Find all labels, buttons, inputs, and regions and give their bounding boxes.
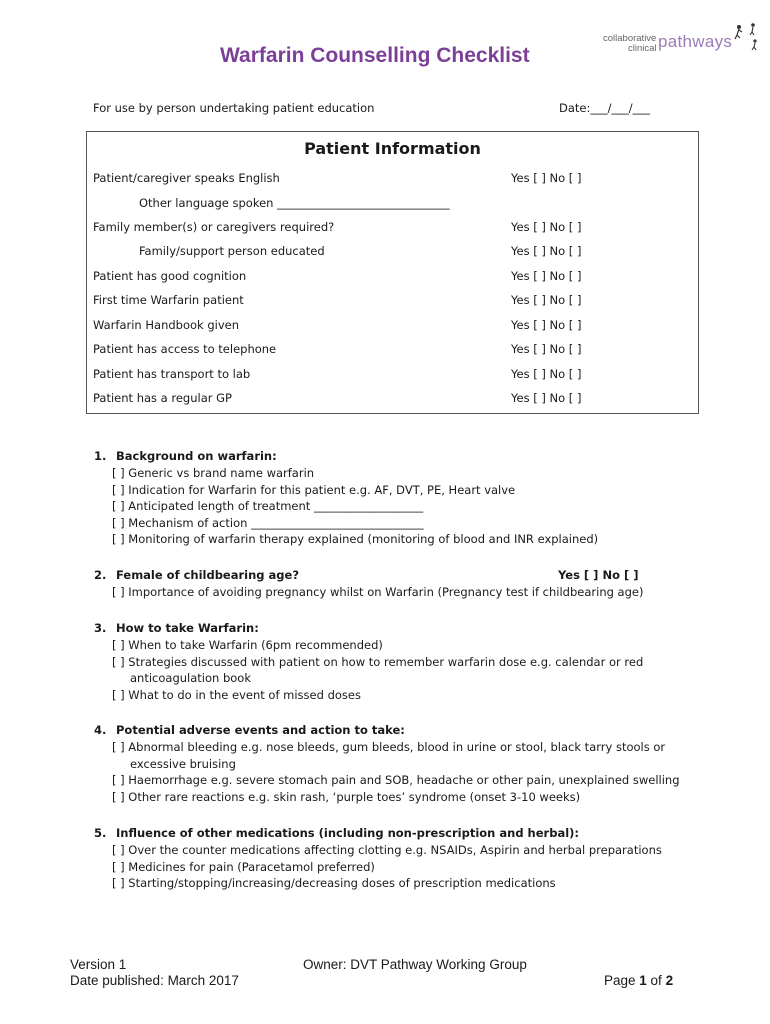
section-title: How to take Warfarin: [116,621,259,635]
footer-owner: Owner: DVT Pathway Working Group [303,957,527,972]
section-number: 5. [94,826,107,840]
checklist-item[interactable]: [ ] Monitoring of warfarin therapy explained (monitoring of blood and INR explained) [112,532,599,546]
people-icon [730,22,758,52]
section-childbearing [94,567,694,601]
section-heading [94,620,694,637]
section-title: Potential adverse events and action to take: [116,723,405,737]
checklist-item[interactable]: [ ] Haemorrhage e.g. severe stomach pain and SOB, headache or other pain, unexplained swelling [112,773,680,787]
checklist-item[interactable]: [ ] Indication for Warfarin for this patient e.g. AF, DVT, PE, Heart valve [112,482,516,497]
info-question: Patient has access to telephone [93,342,277,356]
yes-no-checkbox[interactable]: Yes [ ] No [ ] [511,342,582,356]
info-row [93,391,692,409]
checklist-item[interactable]: [ ] Generic vs brand name warfarin [112,466,315,480]
logo [600,22,760,62]
yes-no-checkbox[interactable]: Yes [ ] No [ ] [511,293,582,307]
section-heading [94,448,694,465]
yes-no-checkbox[interactable]: Yes [ ] No [ ] [511,244,582,258]
page-title: Warfarin Counselling Checklist [220,44,530,67]
info-row [93,244,692,262]
info-row [93,293,692,311]
section-number: 4. [94,723,107,737]
section-adverse-events [94,722,694,805]
logo-main: pathways [658,32,733,51]
info-row [93,367,692,385]
checklist-item[interactable]: [ ] Starting/stopping/increasing/decreasing doses of prescription medications [112,876,556,890]
other-language-field[interactable]: Other language spoken ______________________________ [139,196,450,210]
checklist-item[interactable]: [ ] Anticipated length of treatment ___________________ [112,499,424,513]
checklist-item[interactable]: [ ] Other rare reactions e.g. skin rash, ‘purple toes’ syndrome (onset 3-10 weeks) [112,789,581,804]
checklist-item[interactable]: [ ] When to take Warfarin (6pm recommended) [112,638,383,652]
info-row [93,269,692,287]
section-number: 2. [94,568,107,582]
info-question: Family/support person educated [139,244,325,258]
info-question: Patient has good cognition [93,269,247,283]
section-heading [94,722,694,739]
info-row [93,220,692,238]
yes-no-checkbox[interactable]: Yes [ ] No [ ] [511,391,582,405]
info-question: Patient/caregiver speaks English [93,171,280,185]
page-current: 1 [639,973,647,988]
checklist-item[interactable]: [ ] Over the counter medications affecting clotting e.g. NSAIDs, Aspirin and herbal preparations [112,843,662,857]
yes-no-checkbox[interactable]: Yes [ ] No [ ] [511,171,582,185]
checklist-item[interactable]: [ ] Mechanism of action ______________________________ [112,515,424,530]
info-question: Family member(s) or caregivers required? [93,220,335,234]
section-heading [94,825,694,842]
checklist-item[interactable]: [ ] Importance of avoiding pregnancy whilst on Warfarin (Pregnancy test if childbearing age) [112,585,644,599]
checklist-item[interactable]: [ ] Abnormal bleeding e.g. nose bleeds, gum bleeds, blood in urine or stool, black tarry stools or excessive bruising [112,740,666,771]
footer-date-published: Date published: March 2017 [70,973,239,988]
checklist-item[interactable]: [ ] Strategies discussed with patient on how to remember warfarin dose e.g. calendar or red anticoagulation book [112,654,644,685]
info-question: Patient has a regular GP [93,391,232,405]
yes-no-checkbox[interactable]: Yes [ ] No [ ] [511,318,582,332]
section-title: Background on warfarin: [116,449,277,463]
checklist-item[interactable]: [ ] What to do in the event of missed doses [112,687,361,702]
patient-info-box [86,131,699,414]
yes-no-checkbox[interactable]: Yes [ ] No [ ] [511,367,582,381]
section-background [94,448,694,548]
patient-info-heading: Patient Information [304,139,481,158]
info-row [93,342,692,360]
section-title: Influence of other medications (including non-prescription and herbal): [116,826,580,840]
yes-no-checkbox[interactable]: Yes [ ] No [ ] [511,220,582,234]
info-row [93,171,692,189]
section-heading [94,567,694,584]
page-total: 2 [665,973,674,988]
yes-no-checkbox[interactable]: Yes [ ] No [ ] [558,568,639,582]
subtitle: For use by person undertaking patient education [93,101,375,115]
section-other-medications [94,825,694,892]
page-number [604,973,673,988]
section-number: 3. [94,621,107,635]
info-question: Patient has transport to lab [93,367,251,381]
logo-line2: clinical [628,43,657,54]
page-of: of [646,973,666,988]
info-question: Warfarin Handbook given [93,318,240,332]
logo-line1: collaborative [603,33,657,44]
yes-no-checkbox[interactable]: Yes [ ] No [ ] [511,269,582,283]
section-how-to-take [94,620,694,703]
info-row [93,196,692,214]
page-prefix: Page [604,973,640,988]
info-question: First time Warfarin patient [93,293,244,307]
date-field[interactable]: Date:___/___/___ [559,101,650,115]
section-number: 1. [94,449,107,463]
info-row [93,318,692,336]
section-title: Female of childbearing age? [116,568,299,582]
footer-version: Version 1 [70,957,127,972]
checklist-item[interactable]: [ ] Medicines for pain (Paracetamol preferred) [112,859,375,874]
